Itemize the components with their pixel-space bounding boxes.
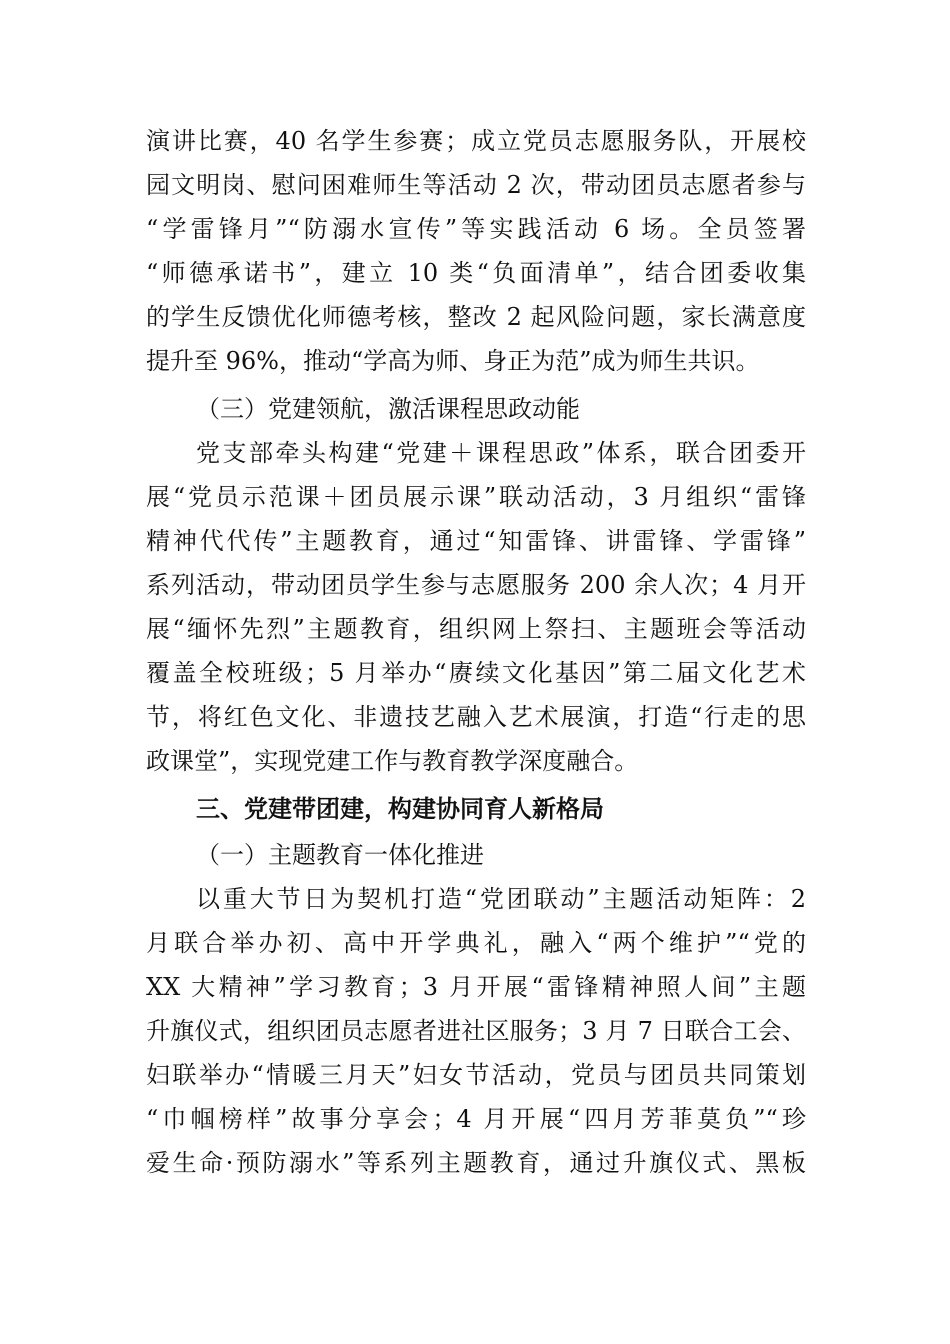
section-heading: （一）主题教育一体化推进 [196, 841, 484, 869]
paragraph-line: “师德承诺书”，建立 10 类“负面清单”，结合团委收集 [146, 259, 806, 287]
paragraph-line: XX 大精神”学习教育；3 月开展“雷锋精神照人间”主题 [146, 973, 806, 1001]
paragraph-line: “学雷锋月”“防溺水宣传”等实践活动 6 场。全员签署 [146, 215, 806, 243]
paragraph-line: 演讲比赛，40 名学生参赛；成立党员志愿服务队，开展校 [146, 127, 806, 155]
paragraph-line: 以重大节日为契机打造“党团联动”主题活动矩阵：2 [196, 885, 806, 913]
paragraph-line: 覆盖全校班级；5 月举办“赓续文化基因”第二届文化艺术 [146, 659, 806, 687]
paragraph-line: 政课堂”，实现党建工作与教育教学深度融合。 [146, 747, 639, 775]
paragraph-line: 爱生命·预防溺水”等系列主题教育，通过升旗仪式、黑板 [146, 1149, 806, 1177]
paragraph-line: 节，将红色文化、非遗技艺融入艺术展演，打造“行走的思 [146, 703, 806, 731]
paragraph-line: 提升至 96%，推动“学高为师、身正为范”成为师生共识。 [146, 347, 760, 375]
paragraph-line: 的学生反馈优化师德考核，整改 2 起风险问题，家长满意度 [146, 303, 806, 331]
paragraph-line: 妇联举办“情暖三月天”妇女节活动，党员与团员共同策划 [146, 1061, 806, 1089]
paragraph-line: 精神代代传”主题教育，通过“知雷锋、讲雷锋、学雷锋” [146, 527, 806, 555]
paragraph-line: “巾帼榜样”故事分享会；4 月开展“四月芳菲莫负”“珍 [146, 1105, 806, 1133]
chapter-heading: 三、党建带团建，构建协同育人新格局 [196, 795, 604, 823]
section-heading: （三）党建领航，激活课程思政动能 [196, 395, 580, 423]
paragraph-line: 升旗仪式，组织团员志愿者进社区服务；3 月 7 日联合工会、 [146, 1017, 806, 1045]
paragraph-line: 展“党员示范课＋团员展示课”联动活动，3 月组织“雷锋 [146, 483, 806, 511]
paragraph-line: 党支部牵头构建“党建＋课程思政”体系，联合团委开 [196, 439, 806, 467]
paragraph-line: 月联合举办初、高中开学典礼，融入“两个维护”“党的 [146, 929, 806, 957]
paragraph-line: 园文明岗、慰问困难师生等活动 2 次，带动团员志愿者参与 [146, 171, 806, 199]
paragraph-line: 系列活动，带动团员学生参与志愿服务 200 余人次；4 月开 [146, 571, 806, 599]
paragraph-line: 展“缅怀先烈”主题教育，组织网上祭扫、主题班会等活动 [146, 615, 806, 643]
